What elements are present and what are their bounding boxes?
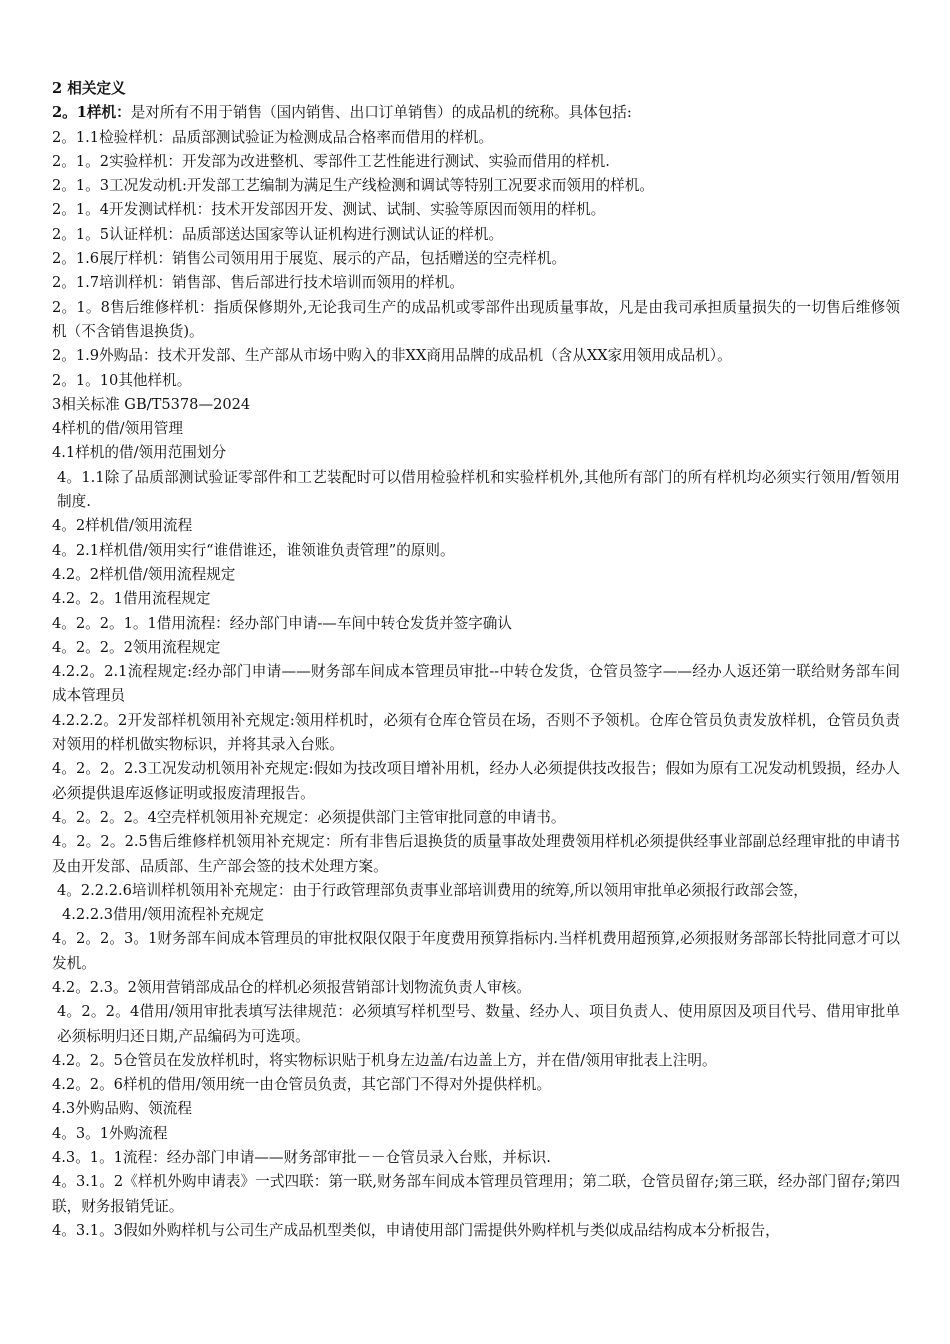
section-3-heading: 3相关标准 GB/T5378—2024 xyxy=(52,395,251,413)
paragraph-4-2-2-2-6 xyxy=(52,879,900,928)
paragraph-4-2-2-3-1: 4。2。2。3。1财务部车间成本管理员的审批权限仅限于年度费用预算指标内.当样机费用超预算,必须报财务部部长特批同意才可以发机。 xyxy=(52,930,900,972)
paragraph-4-1-1: 4。1.1除了品质部测试验证零部件和工艺装配时可以借用检验样机和实验样机外,其他所有部门的所有样机均必须实行领用/暂领用制度. xyxy=(57,468,900,511)
paragraph-4-2: 4。2样机借/领用流程 xyxy=(52,517,193,535)
paragraph-2-1-6: 2。1.6展厅样机：销售公司领用用于展览、展示的产品，包括赠送的空壳样机。 xyxy=(52,250,567,268)
paragraph-4-3: 4.3外购品购、领流程 xyxy=(52,1100,192,1118)
section-2-heading: 2 相关定义 xyxy=(52,80,126,97)
paragraph-4-2-2-3: 4.2.2.3借用/领用流程补充规定 xyxy=(62,906,264,924)
paragraph-4-3-1: 4。3。1外购流程 xyxy=(52,1124,168,1142)
paragraph-2-1 xyxy=(52,101,900,125)
paragraph-4-2-2-3-2: 4.2。2.3。2领用营销部成品仓的样机必须报营销部计划物流负责人审核。 xyxy=(52,978,531,996)
paragraph-4-2-2-2-4: 4。2。2。2。4空壳样机领用补充规定：必须提供部门主管审批同意的申请书。 xyxy=(52,808,566,826)
paragraph-4-2-2-2-2: 4.2.2.2。2开发部样机领用补充规定:领用样机时，必须有仓库仓管员在场，否则不予领机。仓库仓管员负责发放样机，仓管员负责对领用的样机做实物标识，并将其录入台账。 xyxy=(52,711,900,754)
paragraph-2-1-9: 2。1.9外购品：技术开发部、生产部从市场中购入的非XX商用品牌的成品机（含从XX家用领用成品机）。 xyxy=(52,347,732,365)
paragraph-2-1-1: 2。1.1检验样机：品质部测试验证为检测成品合格率而借用的样机。 xyxy=(52,128,494,146)
section-4-heading: 4样机的借/领用管理 xyxy=(52,420,183,438)
paragraph-4-2-2-2-5: 4。2。2。2.5售后维修样机领用补充规定：所有非售后退换货的质量事故处理费领用样机必须提供经事业部副总经理审批的申请书及由开发部、品质部、生产部会签的技术处理方案。 xyxy=(52,833,900,875)
paragraph-2-1-3: 2。1。3工况发动机:开发部工艺编制为满足生产线检测和调试等特别工况要求而领用的样机。 xyxy=(52,177,654,195)
paragraph-4-2-2-2: 4。2。2。2领用流程规定 xyxy=(52,638,221,656)
paragraph-4-2-2-2-3: 4。2。2。2.3工况发动机领用补充规定:假如为技改项目增补用机，经办人必须提供技改报告；假如为原有工况发动机毁损，经办人必须提供退库返修证明或报废清理报告。 xyxy=(52,760,900,802)
paragraph-2-1-2: 2。1。2实验样机：开发部为改进整机、零部件工艺性能进行测试、实验而借用的样机. xyxy=(52,152,610,170)
paragraph-2-1-4: 2。1。4开发测试样机：技术开发部因开发、测试、试制、实验等原因而领用的样机。 xyxy=(52,201,606,219)
paragraph-2-1-8: 2。1。8售后维修样机：指质保修期外,无论我司生产的成品机或零部件出现质量事故，凡是由我司承担质量损失的一切售后维修领机（不含销售退换货)。 xyxy=(52,298,900,340)
term-label: 2。1样机： xyxy=(52,104,131,122)
document-page xyxy=(52,77,900,1243)
paragraph-4-2-1: 4。2.1样机借/领用实行“谁借谁还，谁领谁负责管理”的原则。 xyxy=(52,541,455,559)
paragraph-4-2-2-2-1: 4.2.2。2.1流程规定:经办部门申请——财务部车间成本管理员审批--中转仓发货，仓管员签字——经办人返还第一联给财务部车间成本管理员 xyxy=(52,663,900,705)
paragraph-4-2-2-1-1: 4。2。2。1。1借用流程：经办部门申请-—车间中转仓发货并签字确认 xyxy=(52,614,512,632)
paragraph-4-2-2-1: 4.2。2。1借用流程规定 xyxy=(52,590,211,608)
term-definition: 是对所有不用于销售（国内销售、出口订单销售）的成品机的统称。具体包括: xyxy=(130,104,632,122)
paragraph-4-1: 4.1样机的借/领用范围划分 xyxy=(52,444,227,462)
paragraph-4-2-2-2-6-text: 4。2.2.2.6培训样机领用补充规定：由于行政管理部负责事业部培训费用的统筹,所以领用审批单必须报行政部会签， xyxy=(57,881,808,899)
paragraph-2-1-10: 2。1。10其他样机。 xyxy=(52,371,192,389)
paragraph-4-2-2: 4.2。2样机借/领用流程规定 xyxy=(52,565,236,583)
paragraph-4-2-2-6: 4.2。2。6样机的借用/领用统一由仓管员负责，其它部门不得对外提供样机。 xyxy=(52,1076,552,1094)
paragraph-2-1-5: 2。1。5认证样机：品质部送达国家等认证机构进行测试认证的样机。 xyxy=(52,225,504,243)
paragraph-4-3-1-3: 4。3.1。3假如外购样机与公司生产成品机型类似，申请使用部门需提供外购样机与类似成品结构成本分析报告， xyxy=(52,1221,780,1239)
paragraph-2-1-7: 2。1.7培训样机：销售部、售后部进行技术培训而领用的样机。 xyxy=(52,274,464,292)
paragraph-4-3-1-2: 4。3.1。2《样机外购申请表》一式四联：第一联,财务部车间成本管理员管理用；第二联，仓管员留存;第三联，经办部门留存;第四联，财务报销凭证。 xyxy=(52,1173,900,1215)
paragraph-4-3-1-1: 4.3。1。1流程：经办部门申请——财务部审批－－仓管员录入台账，并标识. xyxy=(52,1149,551,1167)
paragraph-4-2-2-5: 4.2。2。5仓管员在发放样机时，将实物标识贴于机身左边盖/右边盖上方，并在借/领用审批表上注明。 xyxy=(52,1051,717,1069)
paragraph-4-2-2-4: 4。2。2。4借用/领用审批表填写法律规范：必须填写样机型号、数量、经办人、项目负责人、使用原因及项目代号、借用审批单必须标明归还日期,产品编码为可选项。 xyxy=(57,1003,900,1045)
